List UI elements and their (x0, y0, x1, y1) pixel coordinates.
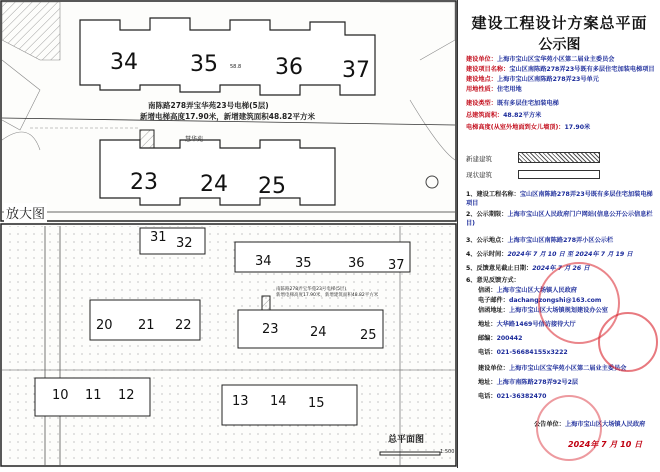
note-letter: 信函：上海市宝山区大场镇人民政府 (478, 287, 577, 294)
building-23: 23 (262, 322, 279, 337)
annotation-lower-1: 南陈路278弄宝华苑23号电梯(5层) (276, 287, 347, 292)
site-plan-label: 总平面图 (388, 435, 425, 445)
note-2: 2、公示期限：上海市宝山区人民政府门户网站(信息公开公示信息栏目) (466, 211, 653, 227)
building-20: 20 (96, 318, 113, 333)
legend-existing-swatch (518, 170, 600, 179)
info-row-2: 建设地点：上海市宝山区南陈路278弄23号单元 (466, 76, 599, 83)
area-label: 慧华苑 (185, 136, 204, 143)
info-row-3: 用地性质：住宅用地 (466, 86, 522, 93)
building-25: 25 (360, 328, 377, 343)
doc-title: 建设工程设计方案总平面 (471, 14, 648, 32)
note-builder-phone: 电话：021-36382470 (478, 393, 547, 400)
building-25-top: 25 (258, 174, 286, 199)
note-4: 4、公示时间：2024年 7 月 10 日 至 2024年 7 月 19 日 (466, 251, 633, 258)
info-row-0: 建设单位：上海市宝山区宝华苑小区第二届业主委员会 (466, 56, 615, 63)
building-36-top: 36 (275, 55, 303, 80)
building-12: 12 (118, 388, 135, 403)
note-phone: 电话：021-56684155x3222 (478, 349, 568, 356)
legend-new-swatch (518, 152, 600, 163)
note-1: 1、建设工程名称：宝山区南陈路278弄23号既有多层住宅加装电梯项目 (466, 191, 653, 207)
building-14: 14 (270, 394, 287, 409)
seal-stamp-government (598, 312, 658, 372)
building-23-top: 23 (130, 170, 158, 195)
info-panel (457, 0, 660, 468)
legend-existing-label: 现状建筑 (466, 171, 492, 179)
publisher-line: 公告单位：上海市宝山区大场镇人民政府 (534, 421, 646, 428)
note-builder: 建设单位：上海市宝山区宝华苑小区第二届业主委员会 (478, 365, 627, 372)
building-35: 35 (295, 256, 312, 271)
unit-label: 58.8 (230, 64, 242, 70)
building-24-top: 24 (200, 172, 228, 197)
building-13: 13 (232, 394, 249, 409)
note-5: 5、反馈意见截止日期：2024年 7 月 26 日 (466, 265, 590, 272)
seal-stamp-publisher (536, 395, 602, 461)
note-address: 地址：大华路1469号信访接待大厅 (478, 321, 576, 328)
annotation-lower-2: 新增电梯高度17.90米，新增建筑面积48.82平方米 (276, 293, 379, 298)
building-32: 32 (176, 236, 193, 251)
building-34: 34 (255, 254, 272, 269)
publish-date: 2024年 7 月 10 日 (568, 440, 643, 449)
info-row-5: 总建筑面积：48.82平方米 (466, 112, 542, 119)
doc-subtitle: 公示图 (538, 37, 581, 53)
scale-label: 1:500 (440, 449, 455, 455)
annotation-line-2: 新增电梯高度17.90米，新增建筑面积48.82平方米 (140, 112, 315, 121)
building-24: 24 (310, 325, 327, 340)
building-36: 36 (348, 256, 365, 271)
building-37-top: 37 (342, 58, 370, 83)
building-10: 10 (52, 388, 69, 403)
info-row-1: 建设项目名称：宝山区南陈路278弄23号既有多层住宅加装电梯项目 (466, 66, 655, 73)
note-6: 6、意见反馈方式： (466, 277, 520, 284)
building-21: 21 (138, 318, 155, 333)
building-15: 15 (308, 396, 325, 411)
note-letter-address: 信函地址：上海市宝山区大场镇规划建设办公室 (478, 307, 608, 314)
note-email: 电子邮件：dachangzongshi@163.com (478, 297, 602, 304)
building-31: 31 (150, 230, 167, 245)
info-row-6: 电梯高度(从室外地面到女儿墙顶)：17.90米 (466, 124, 591, 131)
building-35-top: 35 (190, 52, 218, 77)
building-11: 11 (85, 388, 102, 403)
building-22: 22 (175, 318, 192, 333)
enlarged-view-label: 放大图 (4, 203, 47, 222)
note-postcode: 邮编：200442 (478, 335, 523, 342)
note-builder-address: 地址：上海市南陈路278弄92号2层 (478, 379, 579, 386)
annotation-line-1: 南陈路278弄宝华苑23号电梯(5层) (148, 101, 269, 110)
legend-new-label: 新建建筑 (466, 155, 492, 163)
building-34-top: 34 (110, 50, 138, 75)
note-3: 3、公示地点：上海市宝山区南陈路278弄小区公示栏 (466, 237, 614, 244)
info-row-4: 建设类型：既有多层住宅加装电梯 (466, 100, 559, 107)
building-37: 37 (388, 258, 405, 273)
